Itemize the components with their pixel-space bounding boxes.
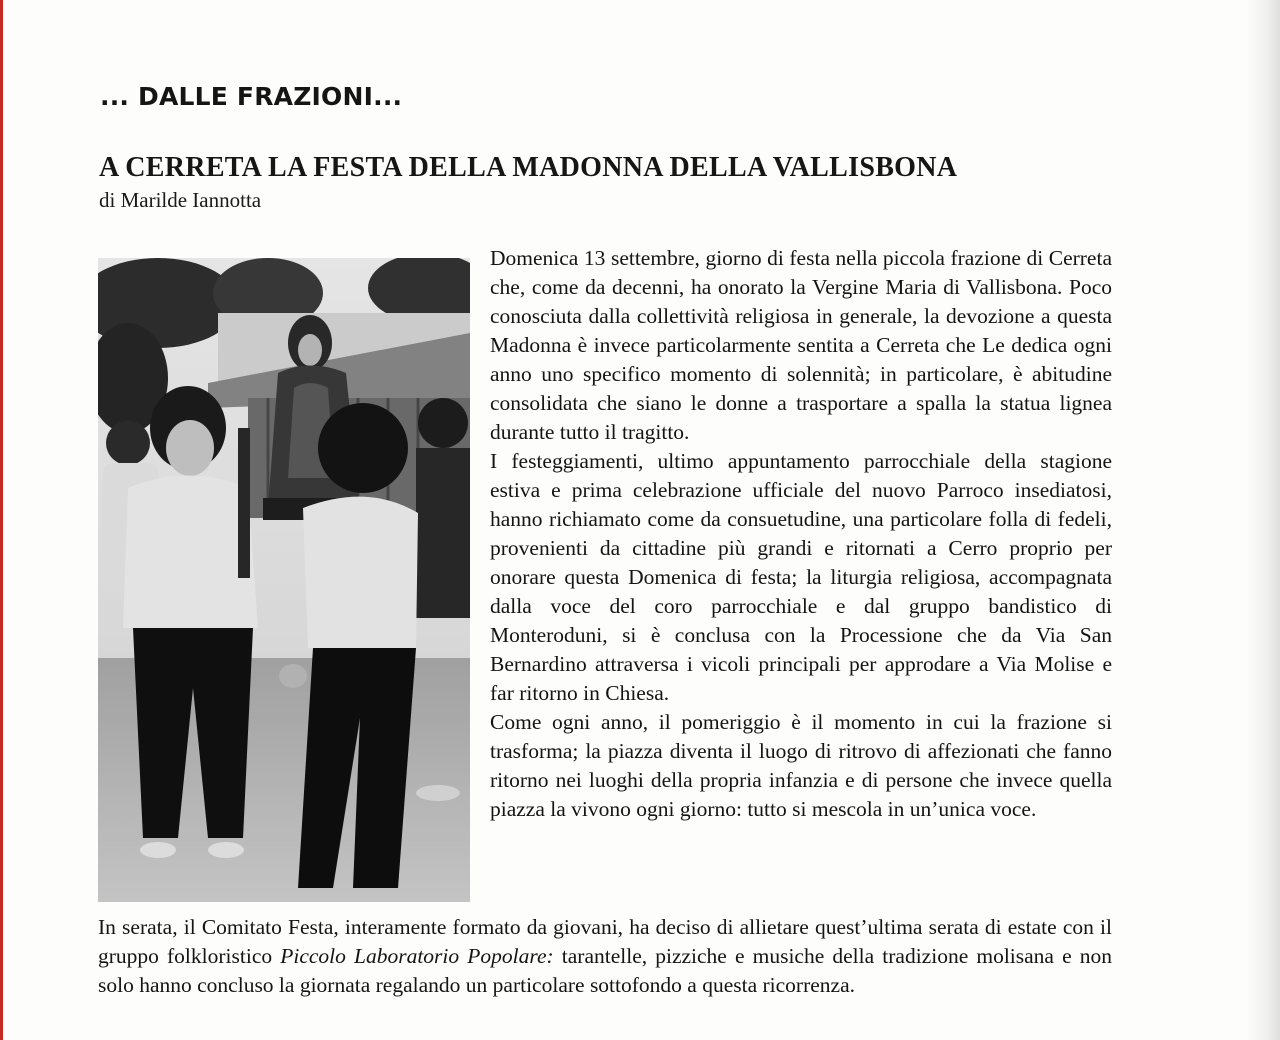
closing-text-end: tarantelle, pizziche e musiche della tradizione molisana e non solo hanno concluso la giornata regalando un particolare sottofondo a questa ricorrenza. <box>98 944 1112 997</box>
page-edge-mark <box>0 0 3 1040</box>
photo-procession-icon <box>98 258 470 902</box>
article-byline: di Marilde Iannotta <box>99 188 262 212</box>
article-headline: A CERRETA LA FESTA DELLA MADONNA DELLA VALLISBONA <box>99 152 958 183</box>
paragraph-3: Come ogni anno, il pomeriggio è il momento in cui la frazione si trasforma; la piazza diventa il luogo di ritrovo di affezionati che fanno ritorno nei luoghi della propria infanzia e di persone che invece quella piazza la vivono ogni giorno: tutto si mescola in un’unica voce. <box>490 710 1112 821</box>
closing-text-start: In serata, il Comitato Festa, interamente formato da giovani, ha deciso di allietare quest’ultima serata di estate con il gruppo folkloristico <box>98 915 1112 968</box>
closing-paragraph <box>98 913 1112 1000</box>
paragraph-1: Domenica 13 settembre, giorno di festa nella piccola frazione di Cerreta che, come da decenni, ha onorato la Vergine Maria di Vallisbona. Poco conosciuta dalla collettività religiosa in generale, la devozione a questa Madonna è invece particolarmente sentita a Cerreta che Le dedica ogni anno uno specifico momento di solennità; in particolare, è abitudine consolidata che siano le donne a trasportare a spalla la statua lignea durante tutto il tragitto. <box>490 246 1112 444</box>
section-title: ... DALLE FRAZIONI... <box>100 82 403 111</box>
article-body-column <box>490 244 1112 824</box>
group-name: Piccolo Laboratorio Popolare: <box>280 944 554 968</box>
paragraph-2: I festeggiamenti, ultimo appuntamento parrocchiale della stagione estiva e prima celebrazione ufficiale del nuovo Parroco insediatosi, hanno richiamato come da consuetudine, una particolare folla di fedeli, provenienti da cittadine più grandi e ritornati a Cerro proprio per onorare questa Domenica di festa; la liturgia religiosa, accompagnata dalla voce del coro parrocchiale e dal gruppo bandistico di Monteroduni, si è conclusa con la Processione che da Via San Bernardino attraversa i vicoli principali per approdare a Via Molise e far ritorno in Chiesa. <box>490 449 1112 705</box>
page-gutter-shadow <box>1246 0 1280 1040</box>
procession-photo <box>98 258 470 902</box>
